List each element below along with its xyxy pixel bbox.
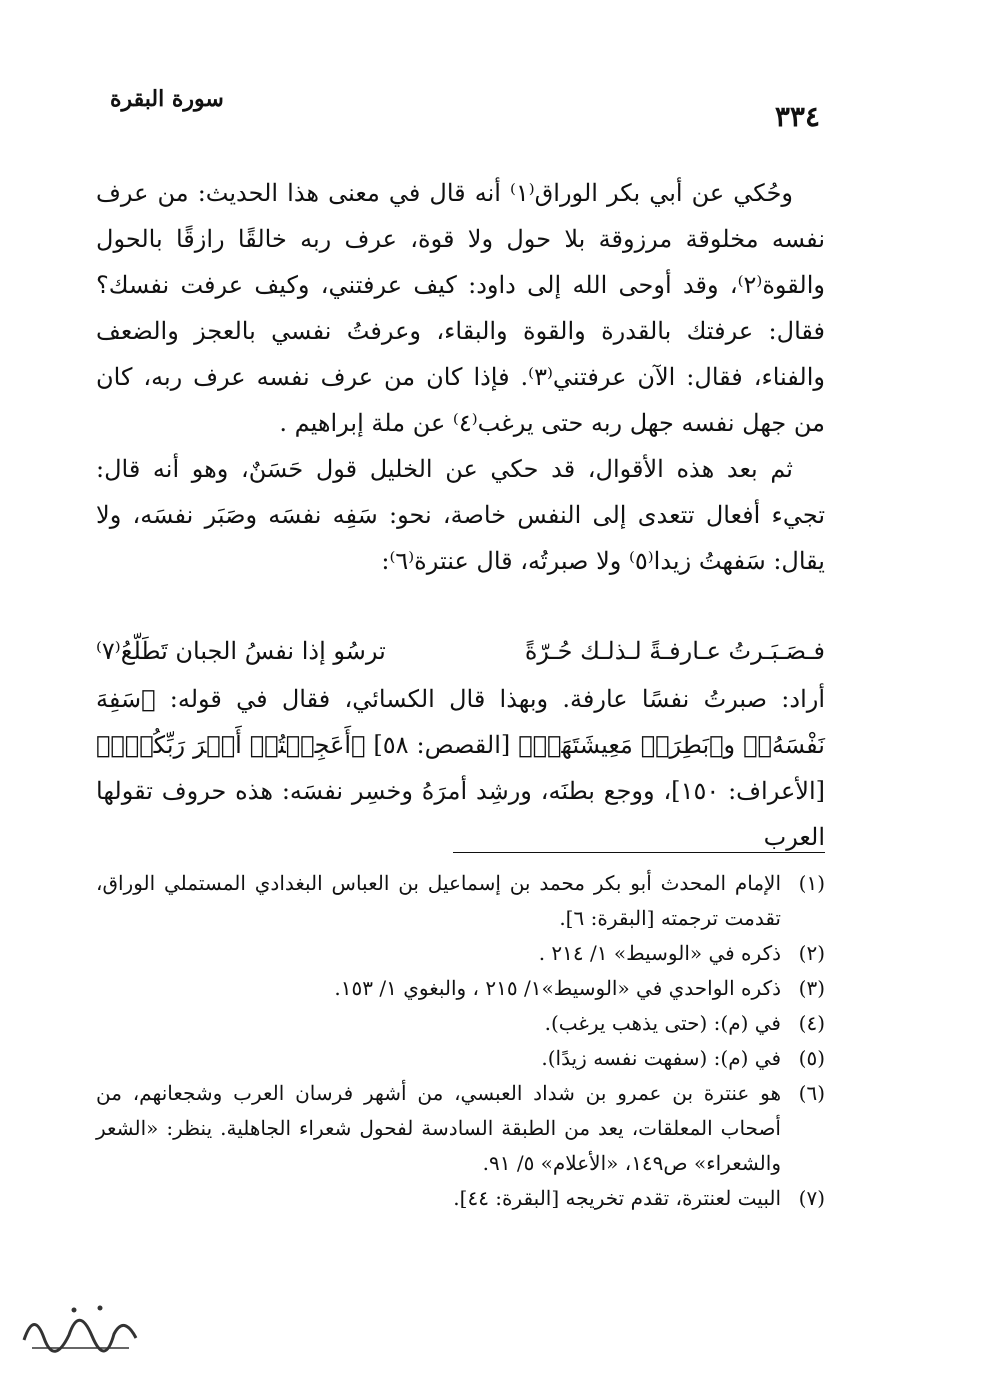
footnote xyxy=(96,1041,825,1076)
verse-second-hemistich: ترسُو إذا نفسُ الجبان تَطَلّعُ⁽٧⁾ xyxy=(96,637,386,665)
page-number: ٣٣٤ xyxy=(774,100,820,133)
footnote-number: (٧) xyxy=(798,1186,825,1210)
main-text xyxy=(96,170,825,584)
paragraph-1: وحُكي عن أبي بكر الوراق⁽١⁾ أنه قال في معنى هذا الحديث: من عرف نفسه مخلوقة مرزوقة بلا حول ولا قوة، عرف ربه خالقًا رازقًا بالحول والقوة⁽٢⁾، وقد أوحى الله إلى داود: كيف عرفتني، وكيف عرفت نفسك؟ فقال: عرفتك بالقدرة والقوة والبقاء، وعرفتُ نفسي بالعجز والضعف والفناء، فقال: الآن عرفتني⁽٣⁾. فإذا كان من عرف نفسه عرف ربه، كان من جهل نفسه جهل ربه حتى يرغب⁽٤⁾ عن ملة إبراهيم . xyxy=(96,179,826,437)
footnote xyxy=(96,866,825,936)
paragraph-3: أراد: صبرتُ نفسًا عارفة. وبهذا قال الكسائي، فقال في قوله: ﴿سَفِهَ نَفْسَهُۥ﴾ و﴿بَطِرَتۡ مَعِيشَتَهَاۖ﴾ [القصص: ٥٨] ﴿أَعَجِلۡتُمۡ أَمۡرَ رَبِّكُمۡۖ﴾ [الأعراف: ١٥٠]، ووجع بطنَه، ورشِد أمرَهُ وخسِر نفسَه: هذه حروف تقولها العرب xyxy=(96,685,825,851)
footnote-text: ذكره في «الوسيط» ١/ ٢١٤ . xyxy=(538,941,781,965)
footnote-text: في (م): (حتى يذهب يرغب). xyxy=(544,1011,781,1035)
footnote xyxy=(96,1006,825,1041)
footnote-number: (٣) xyxy=(798,976,825,1000)
footnote-text: هو عنترة بن عمرو بن شداد العبسي، من أشهر فرسان العرب وشجعانهم، من أصحاب المعلقات، يعد من الطبقة السادسة لفحول شعراء الجاهلية. ينظر: «الشعر والشعراء» ص١٤٩، «الأعلام» ٥/ ٩١. xyxy=(96,1081,781,1175)
footnote xyxy=(96,1076,825,1181)
poetry-verse xyxy=(96,628,825,674)
publisher-logo xyxy=(14,1290,144,1360)
footnote-text: البيت لعنترة، تقدم تخريجه [البقرة: ٤٤]. xyxy=(453,1186,781,1210)
footnote-text: في (م): (سفهت نفسه زيدًا). xyxy=(541,1046,781,1070)
footnote-text: الإمام المحدث أبو بكر محمد بن إسماعيل بن العباس البغدادي المستملي الوراق، تقدمت ترجمته [البقرة: ٦]. xyxy=(96,871,781,930)
footnote-separator xyxy=(453,852,825,853)
footnote xyxy=(96,1181,825,1216)
footnote xyxy=(96,971,825,1006)
footnote-number: (٢) xyxy=(798,941,825,965)
footnotes xyxy=(96,866,825,1216)
footnote-number: (٤) xyxy=(798,1011,825,1035)
footnote-number: (٦) xyxy=(798,1081,825,1105)
surah-title: سورة البقرة xyxy=(110,86,224,112)
footnote-number: (٥) xyxy=(798,1046,825,1070)
verse-first-hemistich: فـصَـبَـرتُ عـارفـةً لـذلـك حُـرّةً xyxy=(524,637,825,665)
footnote xyxy=(96,936,825,971)
paragraph-2: ثم بعد هذه الأقوال، قد حكي عن الخليل قول حَسَنٌ، وهو أنه قال: تجيء أفعال تتعدى إلى النفس خاصة، نحو: سَفِه نفسَه وصَبَر نفسَه، ولا يقال: سَفهتُ زيدا⁽٥⁾ ولا صبرتُه، قال عنترة⁽٦⁾: xyxy=(96,455,825,575)
footnote-number: (١) xyxy=(798,871,825,895)
footnote-text: ذكره الواحدي في «الوسيط»١/ ٢١٥ ، والبغوي ١/ ١٥٣. xyxy=(334,976,781,1000)
main-text-continued xyxy=(96,676,825,860)
